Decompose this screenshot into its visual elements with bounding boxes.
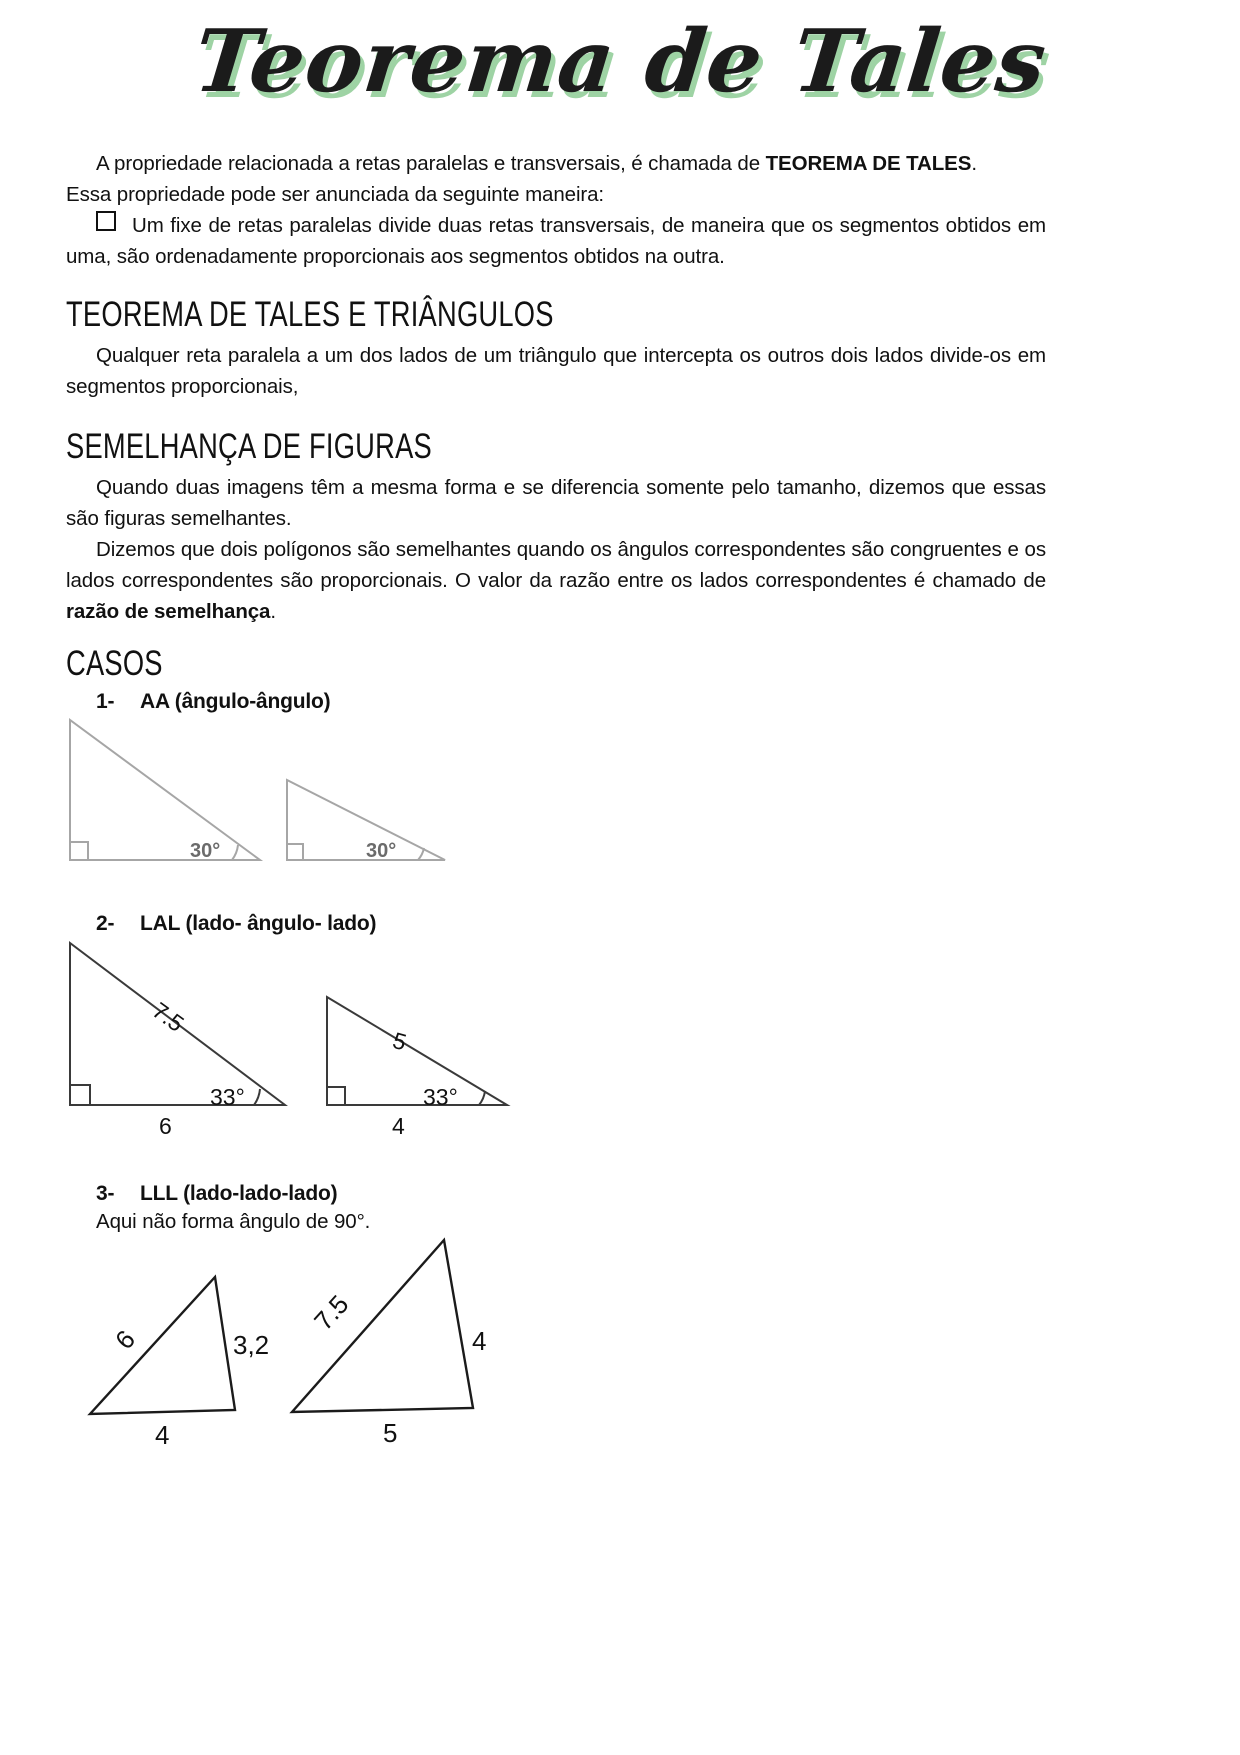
lll-right-base-label: 5 bbox=[383, 1418, 398, 1448]
case-3-number: 3- bbox=[96, 1182, 115, 1205]
figure-aa bbox=[60, 712, 480, 872]
lll-right-side-left-label: 7.5 bbox=[308, 1289, 355, 1337]
case-3-text: LLL (lado-lado-lado) bbox=[140, 1182, 338, 1205]
lll-left-side-left-label: 6 bbox=[109, 1324, 141, 1356]
lll-right-side-right-label: 4 bbox=[472, 1326, 487, 1356]
figure-lal-svg bbox=[60, 935, 530, 1125]
section-semelhanca bbox=[66, 426, 1046, 627]
case-3-label bbox=[96, 1180, 370, 1236]
lal-left-base-label: 6 bbox=[159, 1113, 172, 1139]
lal-left-angle-label: 33° bbox=[210, 1084, 245, 1110]
aa-left-triangle bbox=[70, 720, 260, 860]
page-title: Teorema de Tales bbox=[189, 11, 1051, 112]
intro-block bbox=[66, 148, 1046, 272]
lal-right-angle-label: 33° bbox=[423, 1084, 458, 1110]
lal-right-base-label: 4 bbox=[392, 1113, 405, 1139]
intro-paragraph-2: Essa propriedade pode ser anunciada da seguinte maneira: bbox=[66, 183, 605, 206]
intro-p1-text-a: A propriedade relacionada a retas paralelas e transversais, é chamada de bbox=[96, 152, 766, 175]
lal-left-hypotenuse-label: 7.5 bbox=[147, 997, 189, 1037]
intro-paragraph-1 bbox=[66, 148, 1046, 179]
figure-lll bbox=[80, 1230, 520, 1450]
heading-semelhanca: SEMELHANÇA DE FIGURAS bbox=[66, 427, 432, 466]
lll-left-triangle bbox=[90, 1277, 235, 1414]
intro-bullet-text: Um fixe de retas paralelas divide duas retas transversais, de maneira que os segmentos obtidos em uma, são ordenadamente proporcionais aos segmentos obtidos na outra. bbox=[66, 214, 1046, 268]
case-2-number: 2- bbox=[96, 912, 115, 935]
lll-left-side-right-label: 3,2 bbox=[233, 1330, 270, 1360]
semelhanca-p2-bold: razão de semelhança bbox=[66, 600, 271, 623]
section-casos bbox=[66, 643, 1046, 685]
lll-left-base-label: 4 bbox=[155, 1420, 170, 1450]
heading-tales-triangulos: TEOREMA DE TALES E TRIÂNGULOS bbox=[66, 295, 554, 334]
document-title-container bbox=[0, 8, 1240, 128]
case-3-row bbox=[96, 1180, 370, 1208]
figure-aa-svg bbox=[60, 712, 480, 872]
semelhanca-p2-text-a: Dizemos que dois polígonos são semelhantes quando os ângulos correspondentes são congruentes e os lados correspondentes são proporcionais. O valor da razão entre os lados correspondentes é chamado de bbox=[66, 538, 1046, 592]
semelhanca-paragraph-1: Quando duas imagens têm a mesma forma e se diferencia somente pelo tamanho, dizemos que essas são figuras semelhantes. bbox=[66, 476, 1046, 530]
aa-left-angle-label: 30° bbox=[190, 840, 221, 862]
lal-right-triangle bbox=[327, 997, 507, 1105]
case-2-row bbox=[96, 910, 376, 938]
semelhanca-paragraph-2 bbox=[66, 534, 1046, 627]
tales-triangulos-body: Qualquer reta paralela a um dos lados de um triângulo que intercepta os outros dois lados divide-os em segmentos proporcionais, bbox=[66, 344, 1046, 398]
case-2-text: LAL (lado- ângulo- lado) bbox=[140, 912, 377, 935]
case-3-note: Aqui não forma ângulo de 90°. bbox=[96, 1210, 371, 1233]
intro-p1-bold: TEOREMA DE TALES bbox=[765, 152, 972, 175]
intro-bullet-item bbox=[66, 210, 1046, 272]
aa-right-angle-label: 30° bbox=[366, 840, 397, 862]
case-1-number: 1- bbox=[96, 690, 115, 713]
semelhanca-p2-text-b: . bbox=[270, 600, 276, 623]
figure-lal bbox=[60, 935, 530, 1139]
case-1-text: AA (ângulo-ângulo) bbox=[140, 690, 331, 713]
figure-lll-svg bbox=[80, 1230, 520, 1430]
intro-p1-text-b: . bbox=[971, 152, 977, 175]
lal-right-hypotenuse-label: 5 bbox=[389, 1027, 410, 1056]
section-tales-triangulos bbox=[66, 294, 1046, 402]
checkbox-bullet-icon bbox=[96, 211, 116, 231]
heading-casos: CASOS bbox=[66, 644, 163, 683]
case-2-label bbox=[96, 910, 376, 938]
